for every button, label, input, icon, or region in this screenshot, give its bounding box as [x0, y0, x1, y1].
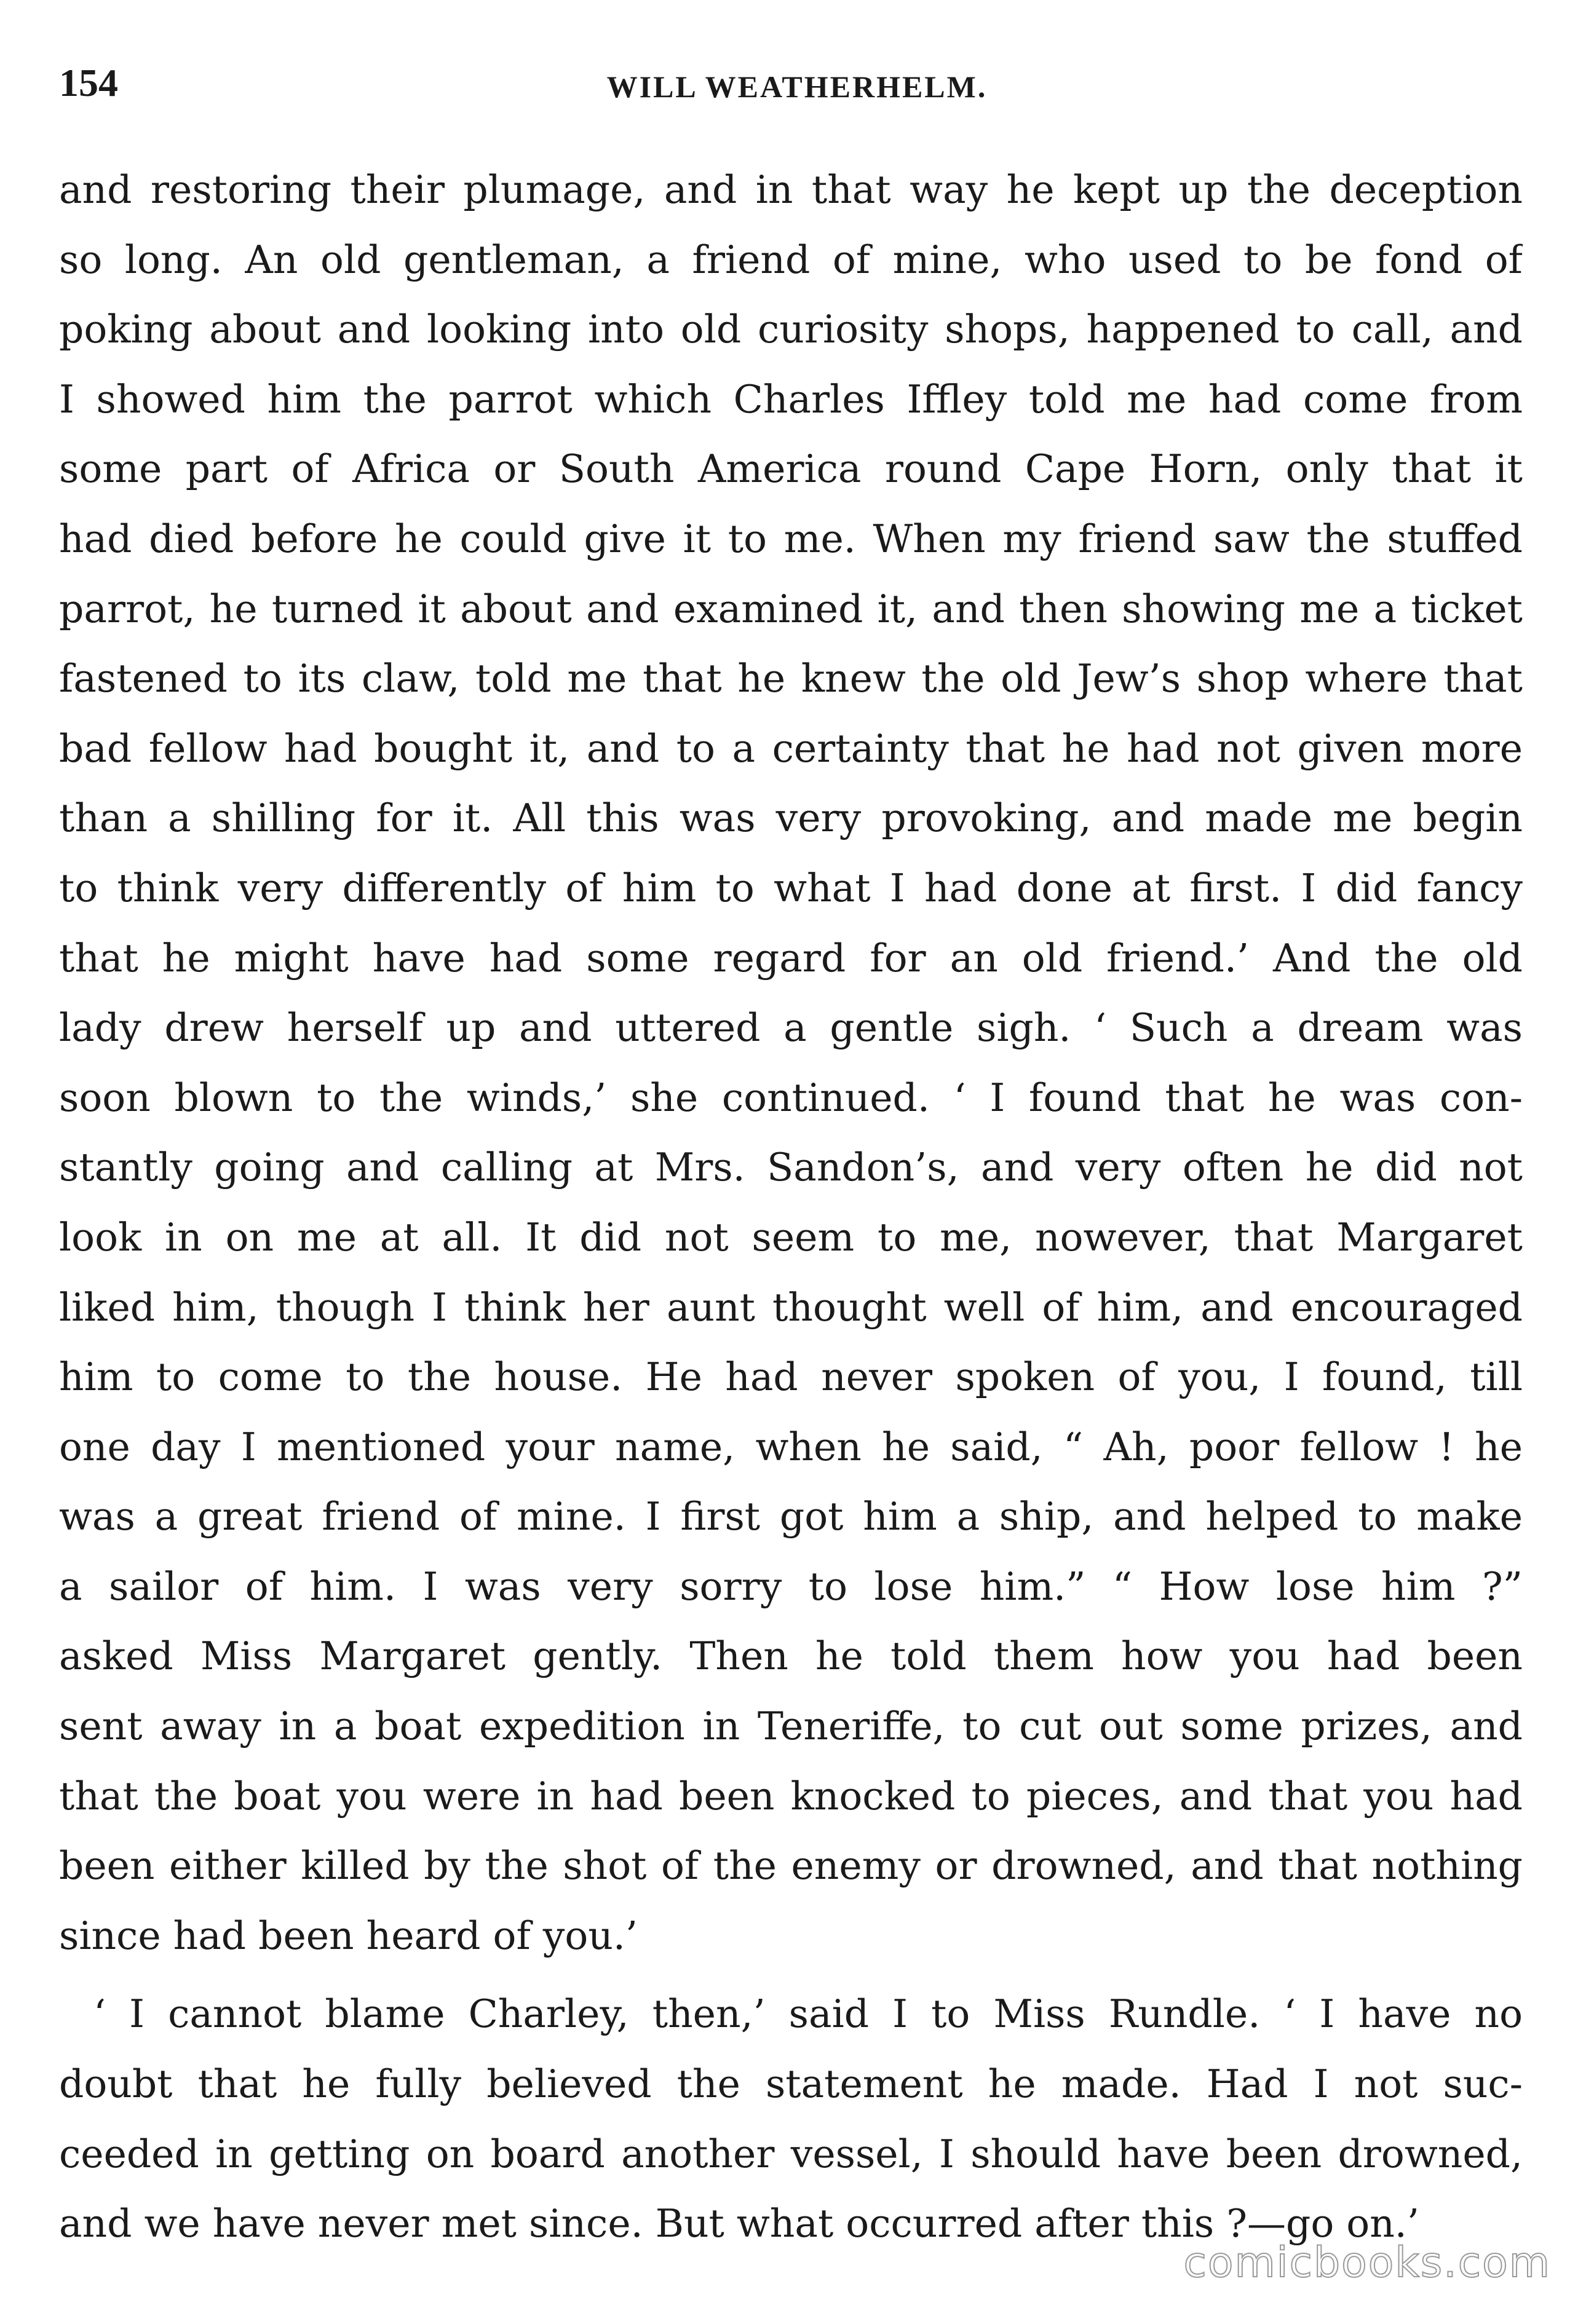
text-line: and we have never met since. But what occurred after this ?—go on.’ [59, 2201, 1419, 2247]
text-line: poking about and looking into old curiosity shops, happened to call, and [59, 307, 1523, 352]
paragraph [59, 155, 1523, 1970]
paragraph-gap [59, 1970, 1523, 1979]
text-line: I showed him the parrot which Charles Iffley told me had come from [59, 376, 1523, 422]
text-line: and restoring their plumage, and in that way he kept up the deception [59, 167, 1523, 212]
text-line: since had been heard of you.’ [59, 1913, 638, 1958]
text-line: lady drew herself up and uttered a gentle sigh. ‘ Such a dream was [59, 1005, 1523, 1051]
text-line: so long. An old gentleman, a friend of mine, who used to be fond of [59, 237, 1523, 282]
text-line: ‘ I cannot blame Charley, then,’ said I to Miss Rundle. ‘ I have no [93, 1991, 1523, 2037]
text-line: been either killed by the shot of the enemy or drowned, and that nothing [59, 1843, 1523, 1889]
text-line: to think very differently of him to what I had done at first. I did fancy [59, 865, 1523, 911]
paragraph [59, 1979, 1523, 2258]
text-line: doubt that he fully believed the statement he made. Had I not suc- [59, 2061, 1523, 2107]
text-line: was a great friend of mine. I first got him a ship, and helped to make [59, 1494, 1523, 1539]
running-title: WILL WEATHERHELM. [606, 69, 988, 104]
text-line: had died before he could give it to me. When my friend saw the stuffed [59, 516, 1523, 561]
text-line: bad fellow had bought it, and to a certainty that he had not given more [59, 725, 1523, 771]
body-text [59, 155, 1523, 2259]
text-line: him to come to the house. He had never spoken of you, I found, till [59, 1354, 1523, 1400]
text-line: parrot, he turned it about and examined it, and then showing me a ticket [59, 586, 1523, 631]
text-line: that he might have had some regard for an old friend.’ And the old [59, 935, 1523, 981]
text-line: stantly going and calling at Mrs. Sandon’s, and very often he did not [59, 1145, 1523, 1190]
text-line: ceeded in getting on board another vessel, I should have been drowned, [59, 2131, 1523, 2176]
text-line: soon blown to the winds,’ she continued. ‘ I found that he was con- [59, 1075, 1523, 1120]
text-line: asked Miss Margaret gently. Then he told them how you had been [59, 1634, 1523, 1679]
text-line: than a shilling for it. All this was very provoking, and made me begin [59, 796, 1523, 841]
text-line: that the boat you were in had been knocked to pieces, and that you had [59, 1773, 1523, 1819]
page-header [59, 55, 1535, 111]
text-line: a sailor of him. I was very sorry to lose him.” “ How lose him ?” [59, 1563, 1523, 1609]
text-line: look in on me at all. It did not seem to me, nowever, that Margaret [59, 1214, 1523, 1260]
text-line: one day I mentioned your name, when he said, “ Ah, poor fellow ! he [59, 1424, 1523, 1469]
text-line: sent away in a boat expedition in Teneriffe, to cut out some prizes, and [59, 1704, 1523, 1749]
text-line: fastened to its claw, told me that he knew the old Jew’s shop where that [59, 656, 1523, 702]
text-line: some part of Africa or South America round Cape Horn, only that it [59, 446, 1523, 492]
page-number: 154 [59, 61, 118, 105]
text-line: liked him, though I think her aunt thought well of him, and encouraged [59, 1284, 1523, 1330]
watermark: comicbooks.com [1183, 2239, 1551, 2287]
